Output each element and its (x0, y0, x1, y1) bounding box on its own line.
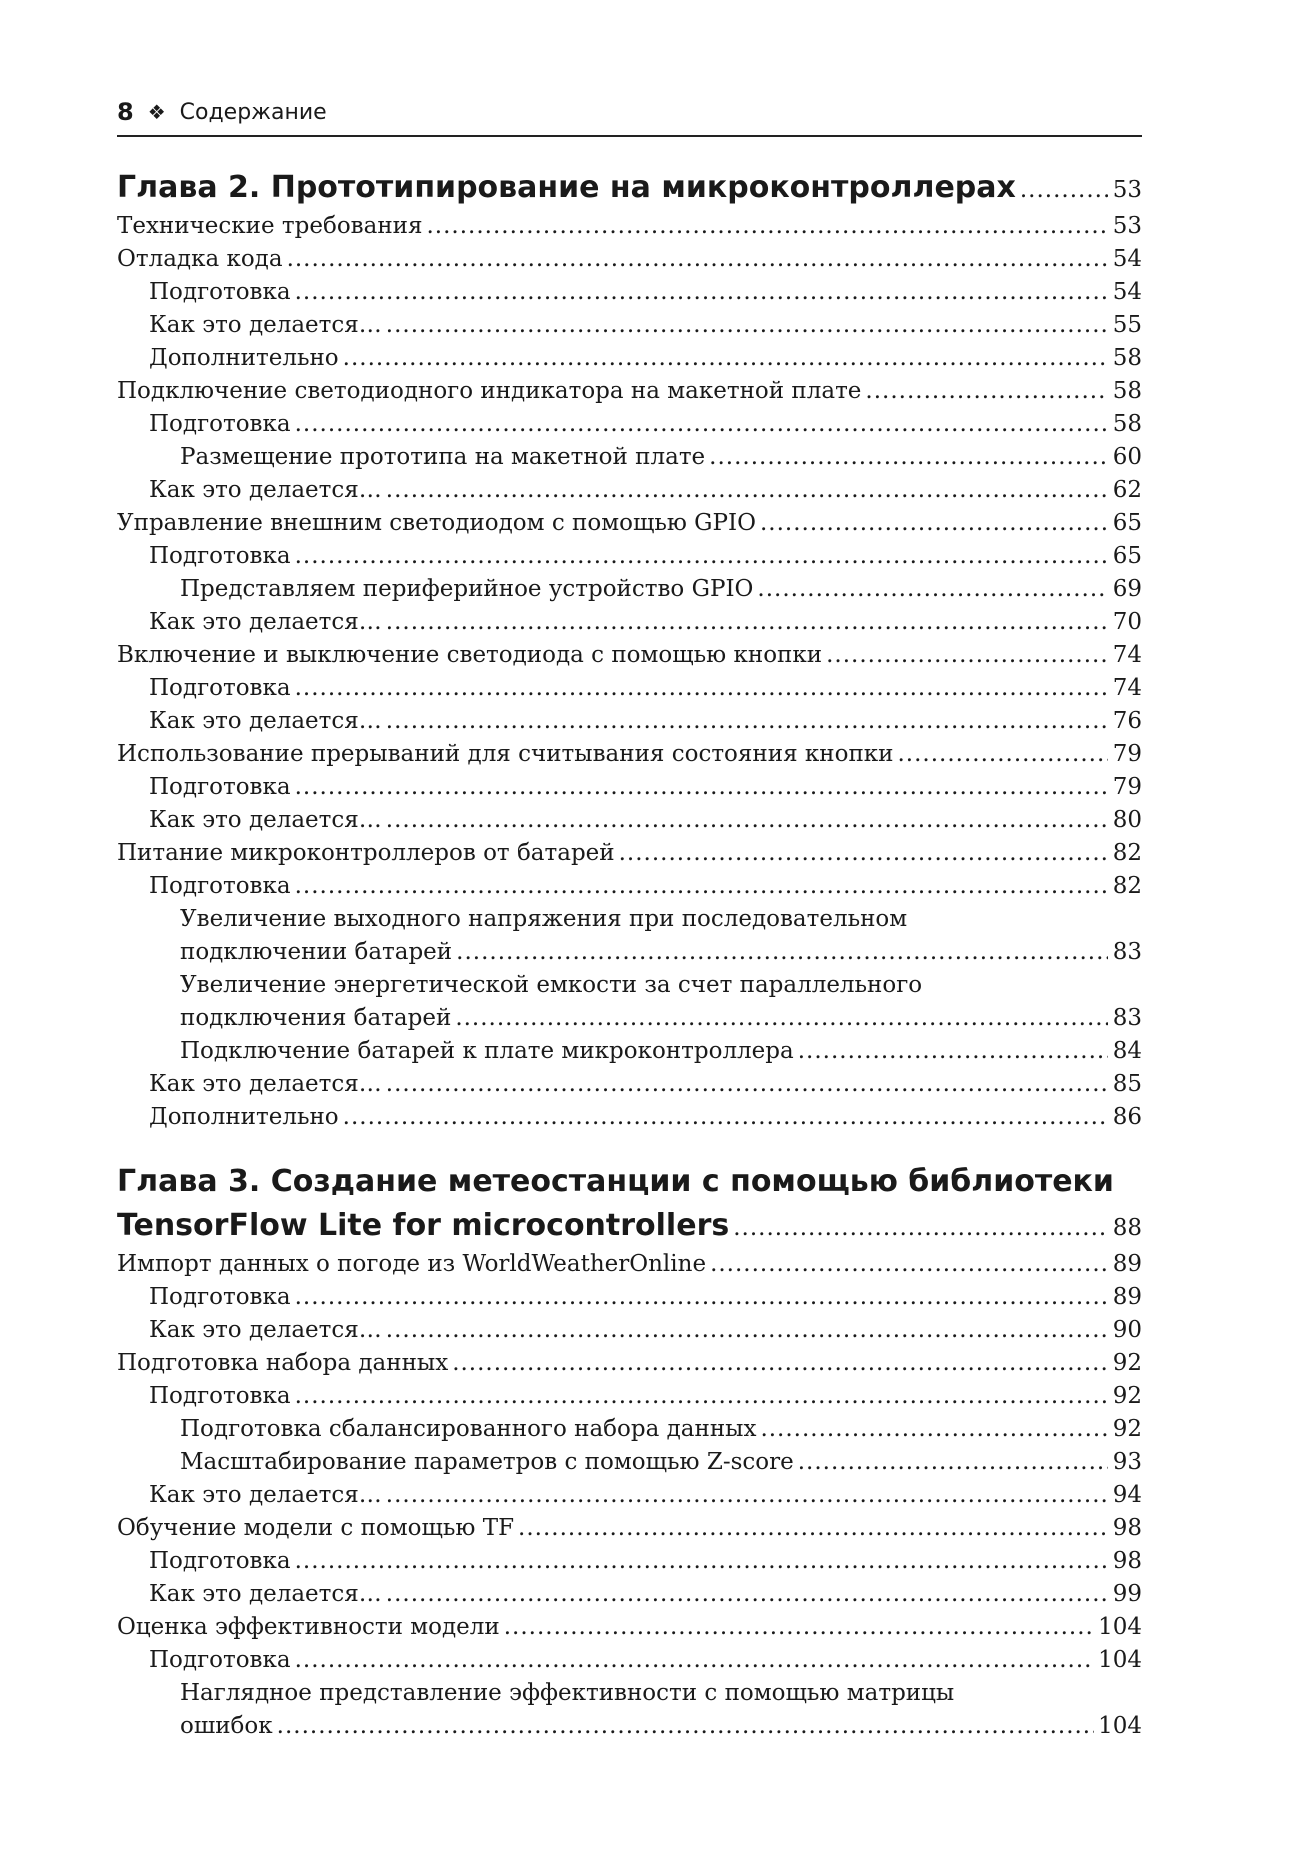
toc-entry (117, 408, 1142, 441)
toc-page-number: 94 (1112, 1482, 1142, 1508)
toc-entry (117, 705, 1142, 738)
toc-entry (117, 1545, 1142, 1578)
toc-page-number: 79 (1112, 774, 1142, 800)
dot-leader (757, 573, 1108, 606)
table-of-contents (117, 166, 1142, 1743)
dot-leader (295, 1380, 1108, 1413)
toc-page-number: 89 (1112, 1251, 1142, 1277)
toc-entry (117, 375, 1142, 408)
dot-leader (709, 441, 1108, 474)
toc-entry-title: Управление внешним светодиодом с помощью GPIO (117, 510, 756, 536)
dot-leader (295, 1281, 1108, 1314)
dot-leader (798, 1035, 1108, 1068)
toc-entry-title: Глава 2. Прототипирование на микроконтроллерах (117, 170, 1016, 205)
toc-entry (117, 606, 1142, 639)
dot-leader (710, 1248, 1108, 1281)
toc-entry-title: Как это делается… (149, 1581, 382, 1607)
toc-entry (117, 1068, 1142, 1101)
toc-page-number: 62 (1112, 477, 1142, 503)
toc-entry (117, 1611, 1142, 1644)
toc-page-number: 65 (1112, 510, 1142, 536)
toc-entry (117, 1002, 1142, 1035)
dot-leader (798, 1446, 1108, 1479)
dot-leader (452, 1347, 1108, 1380)
toc-page-number: 76 (1112, 708, 1142, 734)
toc-entry-title: Подготовка (149, 675, 291, 701)
toc-entry-title: Подготовка (149, 1383, 291, 1409)
toc-entry (117, 1204, 1142, 1248)
toc-entry (117, 540, 1142, 573)
dot-leader (295, 276, 1108, 309)
toc-entry (117, 441, 1142, 474)
toc-page-number: 58 (1112, 345, 1142, 371)
dot-leader (518, 1512, 1108, 1545)
toc-page-number: 84 (1112, 1038, 1142, 1064)
toc-entry (117, 507, 1142, 540)
toc-entry (117, 870, 1142, 903)
toc-entry (117, 639, 1142, 672)
dot-leader (865, 375, 1108, 408)
toc-entry (117, 210, 1142, 243)
dot-leader (386, 804, 1108, 837)
toc-entry-title: Подготовка (149, 1647, 291, 1673)
running-head-title: Содержание (179, 99, 327, 125)
toc-entry (117, 1479, 1142, 1512)
toc-entry (117, 1248, 1142, 1281)
toc-entry-title: Как это делается… (149, 609, 382, 635)
toc-entry (117, 474, 1142, 507)
dot-leader (295, 1545, 1108, 1578)
toc-entry-title: Подготовка (149, 411, 291, 437)
toc-entry-title: Как это делается… (149, 708, 382, 734)
dot-leader (287, 243, 1108, 276)
dot-leader (1020, 168, 1108, 212)
toc-page-number: 82 (1112, 840, 1142, 866)
toc-entry (117, 1035, 1142, 1068)
toc-entry-title: Использование прерываний для считывания состояния кнопки (117, 741, 894, 767)
toc-entry-title: Отладка кода (117, 246, 283, 272)
toc-entry (117, 936, 1142, 969)
toc-page-number: 89 (1112, 1284, 1142, 1310)
toc-entry-title: Подключение батарей к плате микроконтроллера (180, 1038, 794, 1064)
toc-entry-title: Как это делается… (149, 1482, 382, 1508)
toc-entry-title: TensorFlow Lite for microcontrollers (117, 1208, 730, 1243)
toc-entry-title: Оценка эффективности модели (117, 1614, 500, 1640)
toc-entry (117, 1347, 1142, 1380)
toc-entry-title: Как это делается… (149, 1071, 382, 1097)
dot-leader (386, 474, 1108, 507)
toc-page-number: 98 (1112, 1548, 1142, 1574)
dot-leader (386, 705, 1108, 738)
toc-page-number: 54 (1112, 279, 1142, 305)
section-gap (117, 1134, 1142, 1160)
toc-entry-title: Включение и выключение светодиода с помощью кнопки (117, 642, 823, 668)
dot-leader (295, 540, 1108, 573)
dot-leader (504, 1611, 1094, 1644)
toc-entry-title: Подготовка (149, 774, 291, 800)
toc-entry (117, 342, 1142, 375)
toc-entry-wrapped-line: Увеличение энергетической емкости за счет параллельного (180, 972, 923, 998)
toc-entry-title: Питание микроконтроллеров от батарей (117, 840, 615, 866)
toc-entry (117, 804, 1142, 837)
toc-entry-title: Размещение прототипа на макетной плате (180, 444, 706, 470)
toc-entry (117, 1512, 1142, 1545)
toc-entry (117, 573, 1142, 606)
dot-leader (343, 342, 1108, 375)
dot-leader (760, 507, 1108, 540)
dot-leader (295, 1644, 1095, 1677)
dot-leader (295, 672, 1108, 705)
dot-leader (386, 1578, 1108, 1611)
toc-entry-title: Подготовка (149, 543, 291, 569)
toc-page-number: 85 (1112, 1071, 1142, 1097)
dot-leader (826, 639, 1108, 672)
toc-page-number: 82 (1112, 873, 1142, 899)
toc-entry-title: Представляем периферийное устройство GPIO (180, 576, 754, 602)
toc-page-number: 92 (1112, 1383, 1142, 1409)
toc-entry (117, 1101, 1142, 1134)
dot-leader (386, 1314, 1108, 1347)
toc-page-number: 83 (1112, 939, 1142, 965)
toc-entry-wrapped-line: Увеличение выходного напряжения при последовательном (180, 906, 908, 932)
toc-page-number: 65 (1112, 543, 1142, 569)
toc-entry-title: Подготовка (149, 1284, 291, 1310)
toc-entry (117, 1281, 1142, 1314)
toc-entry-title: Подключение светодиодного индикатора на макетной плате (117, 378, 862, 404)
toc-entry (117, 166, 1142, 210)
dot-leader (295, 870, 1108, 903)
toc-entry (117, 276, 1142, 309)
header-rule (117, 135, 1142, 137)
dot-leader (427, 210, 1109, 243)
dot-leader (386, 606, 1108, 639)
toc-page-number: 74 (1112, 642, 1142, 668)
toc-page-number: 54 (1112, 246, 1142, 272)
dot-leader (343, 1101, 1108, 1134)
toc-entry-title: Как это делается… (149, 312, 382, 338)
toc-page-number: 92 (1112, 1350, 1142, 1376)
toc-page-number: 93 (1112, 1449, 1142, 1475)
toc-entry-title: Как это делается… (149, 477, 382, 503)
toc-entry-title: Подготовка сбалансированного набора данных (180, 1416, 757, 1442)
dot-leader (733, 1206, 1108, 1250)
dot-leader (619, 837, 1108, 870)
dot-leader (295, 771, 1108, 804)
dot-leader (456, 936, 1108, 969)
toc-entry-title: Подготовка набора данных (117, 1350, 449, 1376)
toc-entry (117, 738, 1142, 771)
chapter-title-line: Глава 3. Создание метеостанции с помощью библиотеки (117, 1164, 1114, 1199)
toc-page-number: 92 (1112, 1416, 1142, 1442)
toc-page-number: 104 (1098, 1614, 1142, 1640)
toc-page-number: 74 (1112, 675, 1142, 701)
toc-entry-title: Подготовка (149, 1548, 291, 1574)
toc-entry (117, 309, 1142, 342)
toc-entry-title: подключения батарей (180, 1005, 452, 1031)
running-head (117, 92, 1142, 132)
toc-entry-title: Как это делается… (149, 807, 382, 833)
dot-leader (386, 309, 1108, 342)
toc-entry (117, 1644, 1142, 1677)
toc-page-number: 104 (1098, 1713, 1142, 1739)
toc-entry (117, 771, 1142, 804)
toc-entry (117, 1314, 1142, 1347)
toc-page-number: 58 (1112, 411, 1142, 437)
toc-page-number: 53 (1112, 177, 1142, 203)
toc-page-number: 53 (1112, 213, 1142, 239)
toc-entry-wrapped-line: Наглядное представление эффективности с помощью матрицы (180, 1680, 955, 1706)
toc-page-number: 83 (1112, 1005, 1142, 1031)
toc-entry (117, 1710, 1142, 1743)
toc-entry-title: Подготовка (149, 279, 291, 305)
toc-page-number: 69 (1112, 576, 1142, 602)
toc-entry-title: Как это делается… (149, 1317, 382, 1343)
toc-entry-title: Импорт данных о погоде из WorldWeatherOnline (117, 1251, 707, 1277)
dot-leader (295, 408, 1108, 441)
toc-entry-title: Дополнительно (149, 1104, 339, 1130)
dot-leader (277, 1710, 1094, 1743)
toc-page-number: 70 (1112, 609, 1142, 635)
toc-entry-title: Подготовка (149, 873, 291, 899)
dot-leader (760, 1413, 1108, 1446)
toc-page-number: 80 (1112, 807, 1142, 833)
toc-page-number: 98 (1112, 1515, 1142, 1541)
diamond-bullet-icon: ❖ (147, 100, 166, 124)
toc-page-number: 55 (1112, 312, 1142, 338)
dot-leader (386, 1479, 1108, 1512)
toc-page-number: 99 (1112, 1581, 1142, 1607)
page-number: 8 (117, 98, 134, 126)
toc-page-number: 60 (1112, 444, 1142, 470)
toc-entry (117, 243, 1142, 276)
dot-leader (455, 1002, 1108, 1035)
toc-page-number: 104 (1098, 1647, 1142, 1673)
toc-page-number: 90 (1112, 1317, 1142, 1343)
toc-entry-title: Дополнительно (149, 345, 339, 371)
toc-page-number: 58 (1112, 378, 1142, 404)
toc-entry-title: Обучение модели с помощью TF (117, 1515, 515, 1541)
toc-page-number: 86 (1112, 1104, 1142, 1130)
dot-leader (386, 1068, 1108, 1101)
toc-entry (117, 672, 1142, 705)
dot-leader (897, 738, 1108, 771)
toc-entry-title: Технические требования (117, 213, 423, 239)
toc-entry (117, 1446, 1142, 1479)
toc-entry (117, 1578, 1142, 1611)
toc-entry-title: подключении батарей (180, 939, 453, 965)
toc-entry-title: Масштабирование параметров с помощью Z-score (180, 1449, 794, 1475)
toc-page-number: 88 (1112, 1215, 1142, 1241)
toc-entry (117, 1380, 1142, 1413)
toc-entry-title: ошибок (180, 1713, 273, 1739)
toc-entry (117, 837, 1142, 870)
toc-entry (117, 1413, 1142, 1446)
toc-page-number: 79 (1112, 741, 1142, 767)
